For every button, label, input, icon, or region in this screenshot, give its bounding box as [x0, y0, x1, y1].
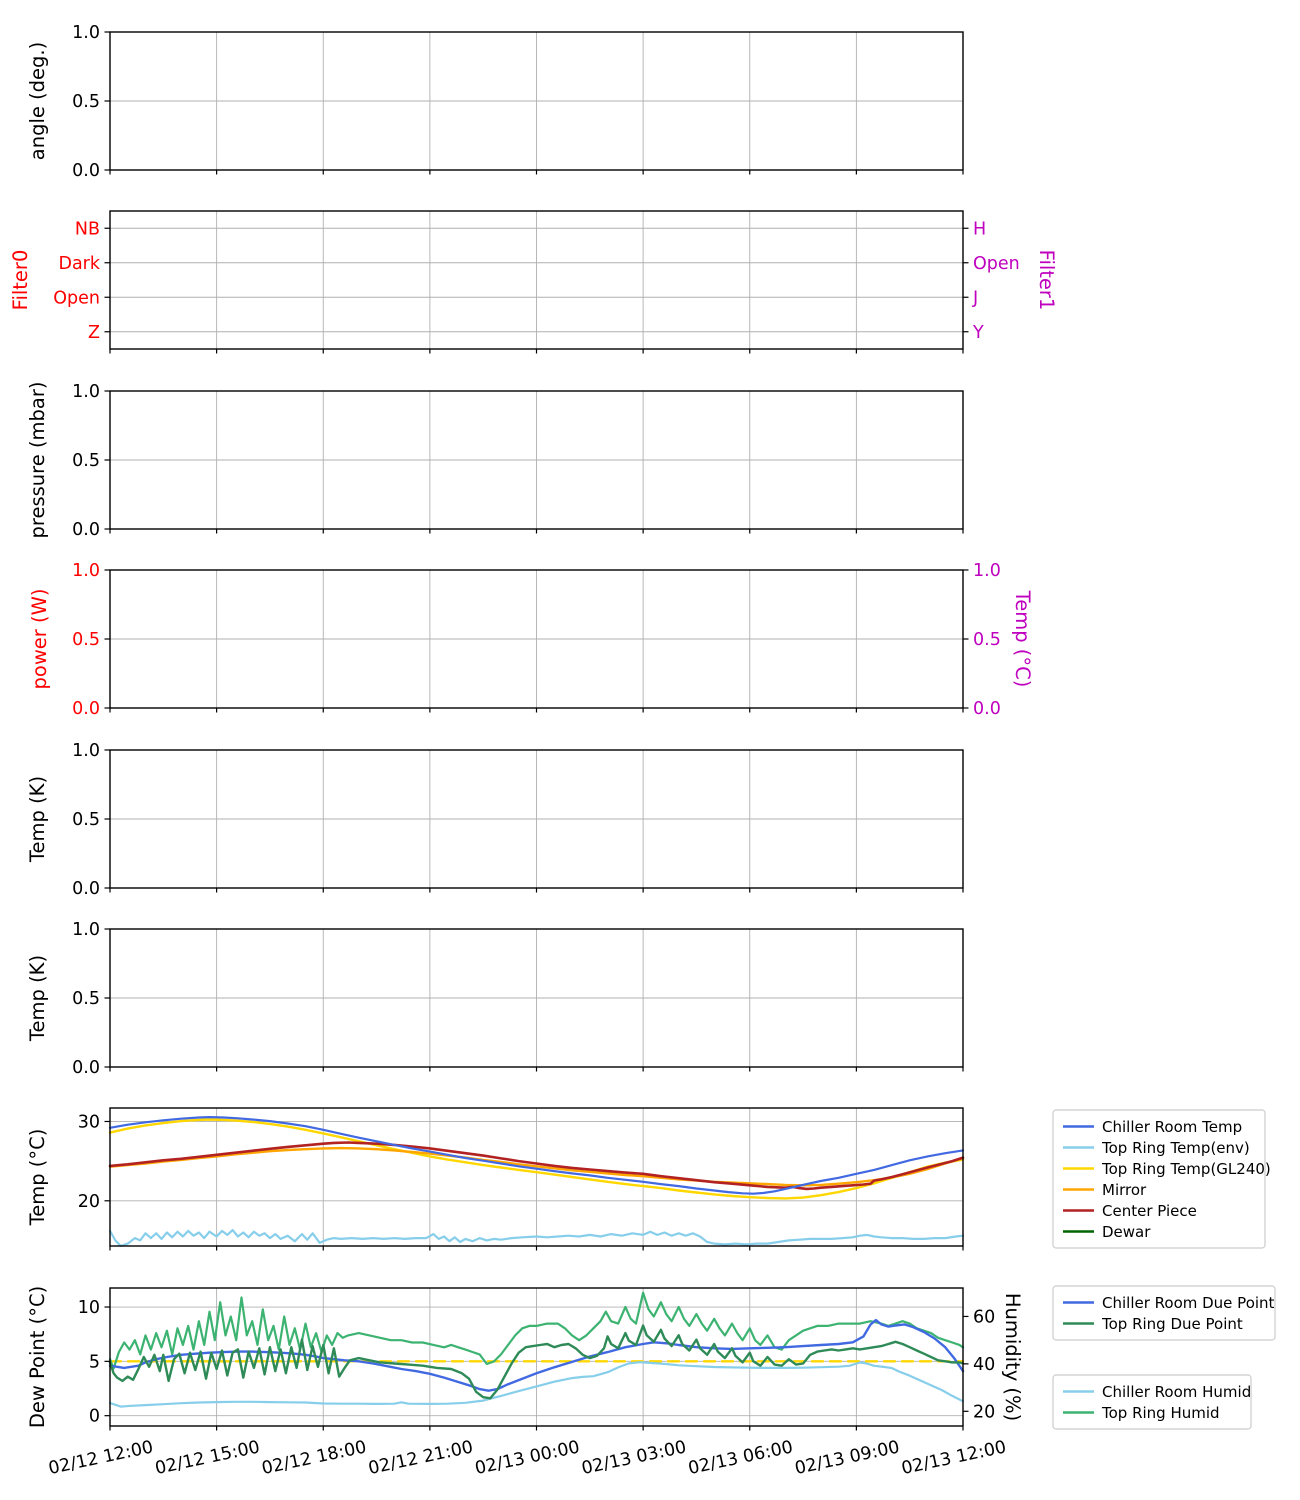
- y-tick-label: 0.5: [72, 92, 100, 112]
- y-tick-right-label: 1.0: [973, 561, 1001, 581]
- y-tick-label: 0.5: [72, 630, 100, 650]
- legend-label-top-ring-due-point: Top Ring Due Point: [1102, 1315, 1243, 1333]
- x-tick-label: 02/13 12:00: [899, 1437, 1009, 1480]
- y-axis-label-filters: Filter0: [9, 249, 32, 311]
- y-tick-label: 1.0: [72, 920, 100, 940]
- y-axis-label-dew: Dew Point (°C): [26, 1285, 49, 1429]
- legend-1: [1053, 1286, 1275, 1340]
- y-tick-label: 0.0: [72, 1058, 100, 1078]
- y-tick-label: 0.0: [72, 879, 100, 899]
- panel-filters: [9, 211, 1058, 354]
- y-tick-label: 0.0: [72, 699, 100, 719]
- y-tick-label: 10: [77, 1298, 100, 1319]
- legend-0: [1053, 1110, 1271, 1248]
- y-axis-label-angle: angle (deg.): [26, 41, 49, 161]
- y-tick-label: 0.5: [72, 810, 100, 830]
- y-axis-label-pressure: pressure (mbar): [26, 381, 49, 539]
- legend-label-mirror: Mirror: [1102, 1181, 1147, 1199]
- y-tick-label: 1.0: [72, 741, 100, 761]
- panel-angle: [26, 23, 963, 181]
- panel-temp-c: [26, 1108, 963, 1251]
- y-tick-right-label: 20: [973, 1402, 996, 1423]
- y-tick-label: Z: [88, 322, 100, 343]
- y-tick-label: 0.5: [72, 989, 100, 1009]
- y-tick-label: 1.0: [72, 382, 100, 402]
- y-axis-label-temp-k-2: Temp (K): [26, 954, 49, 1042]
- x-tick-label: 02/13 06:00: [686, 1437, 795, 1480]
- legend-label-top-ring-humid: Top Ring Humid: [1102, 1404, 1220, 1422]
- y-axis-label-right-dew: Humidity (%): [1001, 1292, 1024, 1422]
- x-tick-label: 02/13 03:00: [579, 1437, 689, 1480]
- panel-power: [28, 561, 1034, 719]
- y-tick-right-label: 40: [973, 1354, 996, 1375]
- x-tick-label: 02/12 18:00: [260, 1437, 369, 1480]
- y-tick-label: 5: [88, 1352, 100, 1373]
- y-axis-label-right-power: Temp (°C): [1011, 590, 1034, 688]
- legend-label-top-ring-temp-env: Top Ring Temp(env): [1102, 1139, 1250, 1157]
- y-tick-label: Dark: [58, 253, 100, 274]
- y-axis-label-temp-k-1: Temp (K): [26, 775, 49, 863]
- y-tick-label: 1.0: [72, 23, 100, 43]
- x-tick-label: 02/13 00:00: [473, 1437, 582, 1480]
- x-axis-labels: [47, 1437, 1008, 1479]
- y-tick-right-label: H: [973, 219, 987, 240]
- y-tick-right-label: Y: [973, 322, 984, 343]
- panel-temp-k-2: [26, 920, 963, 1078]
- legend-label-top-ring-temp-gl240: Top Ring Temp(GL240): [1102, 1160, 1271, 1178]
- y-tick-label: 20: [77, 1191, 100, 1212]
- y-tick-label: 0: [88, 1406, 100, 1427]
- y-tick-right-label: 60: [973, 1307, 996, 1328]
- y-tick-label: 0.5: [72, 451, 100, 471]
- legend-label-chiller-room-humid: Chiller Room Humid: [1102, 1383, 1252, 1401]
- y-axis-label-temp-c: Temp (°C): [26, 1128, 49, 1226]
- y-tick-label: 0.0: [72, 161, 100, 181]
- x-tick-label: 02/12 12:00: [46, 1437, 156, 1480]
- y-tick-label: 30: [77, 1112, 100, 1133]
- y-tick-label: Open: [53, 288, 100, 309]
- y-tick-right-label: Open: [973, 253, 1020, 274]
- legend-label-dewar: Dewar: [1102, 1223, 1151, 1241]
- x-tick-label: 02/12 15:00: [153, 1437, 262, 1480]
- y-axis-label-right-filters: Filter1: [1035, 249, 1058, 311]
- legend-label-chiller-room-due-point: Chiller Room Due Point: [1102, 1294, 1275, 1312]
- panel-dew: [26, 1286, 1024, 1431]
- y-tick-right-label: 0.0: [973, 699, 1001, 719]
- y-tick-label: 1.0: [72, 561, 100, 581]
- legend-2: [1053, 1375, 1251, 1429]
- legend-label-center-piece: Center Piece: [1102, 1202, 1197, 1220]
- panel-temp-k-1: [26, 741, 963, 899]
- x-tick-label: 02/13 09:00: [793, 1437, 902, 1480]
- y-tick-label: 0.0: [72, 520, 100, 540]
- y-tick-label: NB: [74, 219, 100, 240]
- y-tick-right-label: J: [973, 288, 979, 309]
- y-tick-right-label: 0.5: [973, 630, 1001, 650]
- y-axis-label-power: power (W): [28, 588, 51, 690]
- x-tick-label: 02/12 21:00: [366, 1437, 475, 1480]
- panel-pressure: [26, 382, 963, 540]
- legend-label-chiller-room-temp: Chiller Room Temp: [1102, 1118, 1243, 1136]
